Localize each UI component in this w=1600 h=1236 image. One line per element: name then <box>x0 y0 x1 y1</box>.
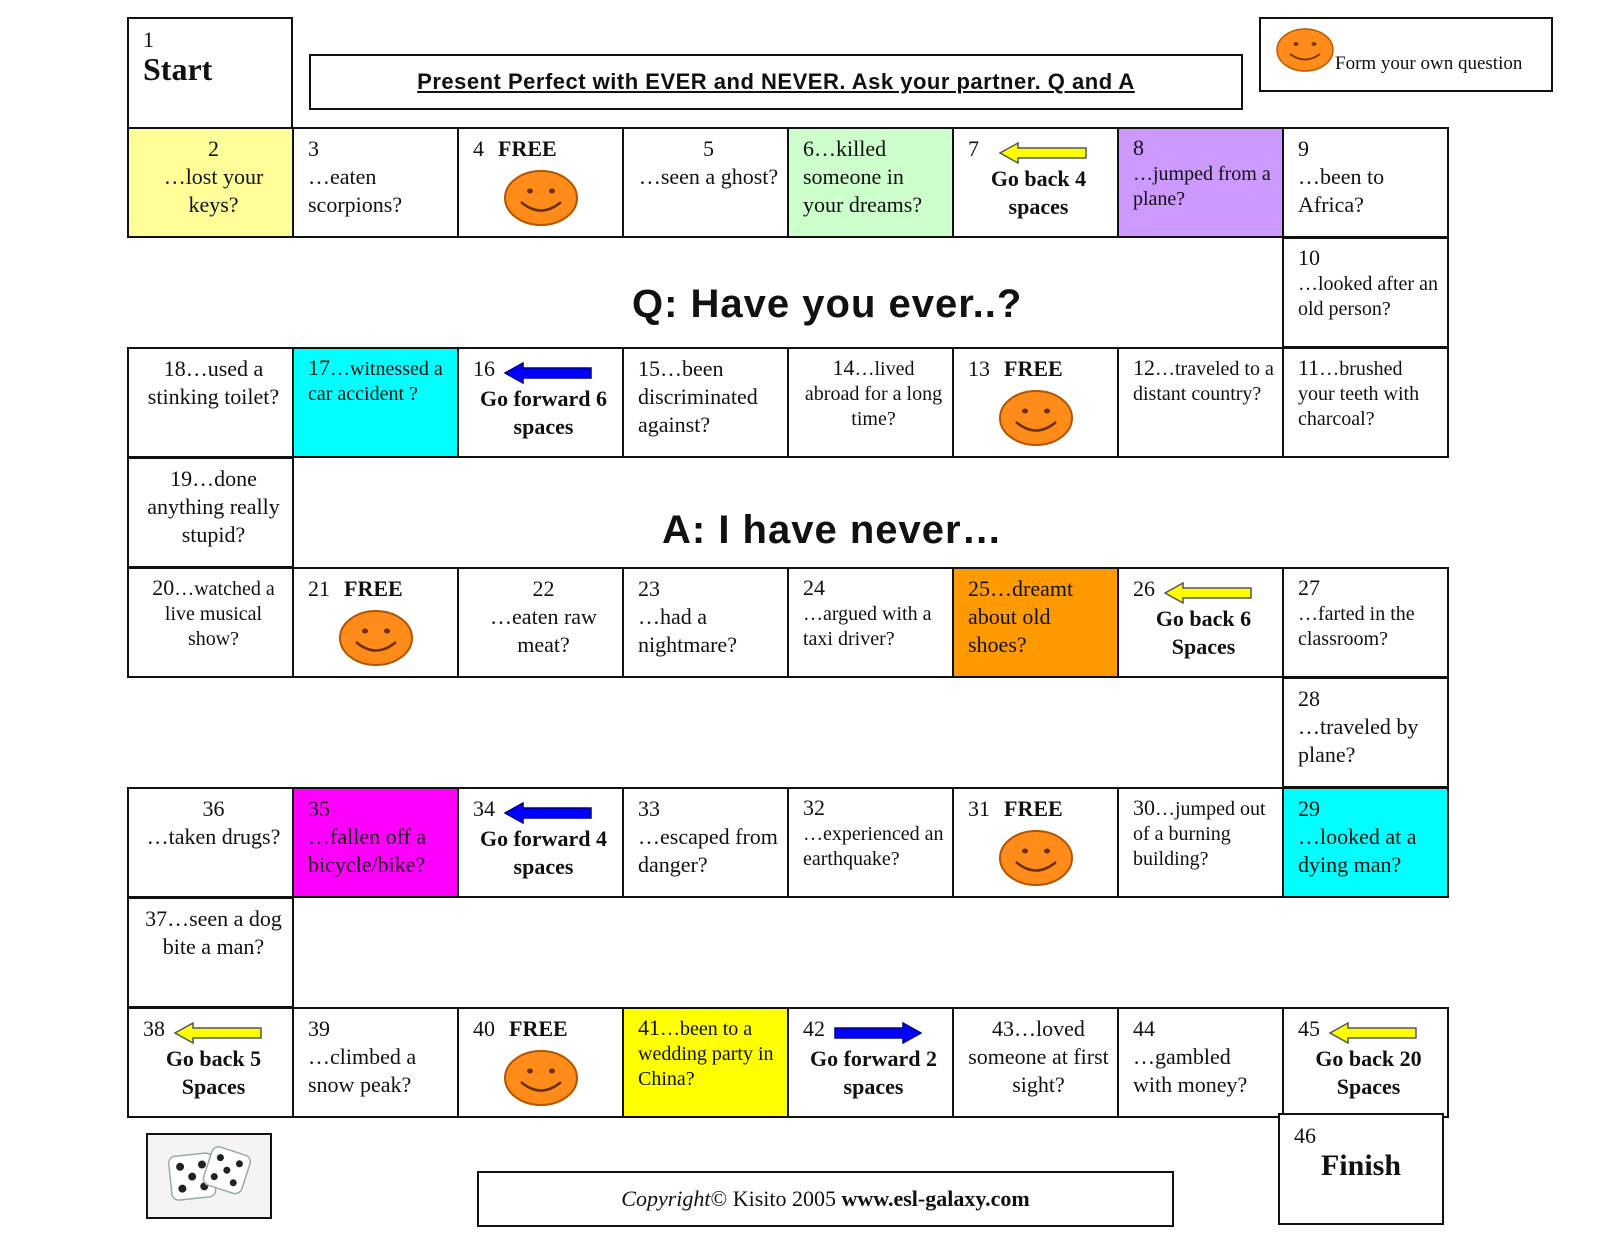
free-smiley <box>503 169 579 229</box>
free-smiley <box>503 1049 579 1109</box>
square-number: 25 <box>968 576 990 601</box>
smiley-icon <box>503 169 579 227</box>
square-number: 12 <box>1133 355 1155 380</box>
square-27 <box>1282 567 1449 678</box>
square-number: 3 <box>308 136 319 161</box>
square-number: 29 <box>1298 796 1320 821</box>
square-6 <box>787 127 954 238</box>
question-text: …eaten scorpions? <box>308 164 403 217</box>
square-number: 18 <box>163 356 186 381</box>
free-label: FREE <box>1004 356 1063 381</box>
square-14 <box>787 347 954 458</box>
square-number: 41 <box>638 1015 660 1040</box>
question-text: …gambled with money? <box>1133 1044 1248 1097</box>
square-3 <box>292 127 459 238</box>
question-text: …been to a wedding party in China? <box>638 1018 774 1090</box>
arrow-left-icon <box>1328 1021 1418 1045</box>
question-text: …jumped out of a burning building? <box>1133 798 1266 870</box>
arrow-left-icon <box>998 141 1088 165</box>
question-text: …lived abroad for a long time? <box>804 358 943 430</box>
copyright-prefix: Copyright <box>621 1186 711 1211</box>
finish-square <box>1278 1113 1444 1225</box>
question-text: …killed someone in your dreams? <box>803 136 923 217</box>
start-number: 1 <box>143 27 154 52</box>
square-number: 7 <box>968 136 979 161</box>
square-17 <box>292 347 459 458</box>
question-text: …witnessed a car accident ? <box>308 358 443 405</box>
question-text: …jumped from a plane? <box>1133 163 1271 210</box>
arrow-left-icon <box>1163 581 1253 605</box>
move-instruction: Go back 20 Spaces <box>1315 1046 1422 1099</box>
smiley-icon <box>1275 27 1335 73</box>
legend-box <box>1259 17 1553 92</box>
square-number: 2 <box>208 136 219 161</box>
square-43 <box>952 1007 1119 1118</box>
square-28 <box>1282 677 1449 788</box>
square-number: 43 <box>992 1016 1015 1041</box>
square-number: 9 <box>1298 136 1309 161</box>
legend-label: Form your own question <box>1335 53 1523 74</box>
start-square <box>127 17 293 129</box>
square-number: 33 <box>638 796 660 821</box>
square-number: 15 <box>638 356 660 381</box>
question-text: …experienced an earthquake? <box>803 823 944 870</box>
square-30 <box>1117 787 1284 898</box>
square-2 <box>127 127 294 238</box>
question-text: …done anything really stupid? <box>147 466 280 547</box>
move-instruction: Go back 6 Spaces <box>1155 606 1252 659</box>
square-10 <box>1282 237 1449 348</box>
question-text: …used a stinking toilet? <box>147 356 280 409</box>
dice-box <box>146 1133 272 1219</box>
question-text: …been discriminated against? <box>638 356 758 437</box>
move-instruction: Go forward 4 spaces <box>479 826 608 879</box>
move-arrow <box>503 361 595 385</box>
square-number: 16 <box>473 356 495 381</box>
dice-icon <box>148 1135 270 1217</box>
square-number: 27 <box>1298 575 1320 600</box>
arrow-left-icon <box>503 361 593 385</box>
square-9 <box>1282 127 1449 238</box>
copyright-box <box>477 1171 1174 1227</box>
question-text: …looked at a dying man? <box>1298 824 1417 877</box>
square-45 <box>1282 1007 1449 1118</box>
square-32 <box>787 787 954 898</box>
finish-label: Finish <box>1320 1149 1402 1182</box>
title-box <box>309 54 1243 110</box>
square-number: 34 <box>473 796 495 821</box>
square-20 <box>127 567 294 678</box>
square-number: 40 <box>473 1016 495 1041</box>
square-40 <box>457 1007 624 1118</box>
question-text: …climbed a snow peak? <box>308 1044 417 1097</box>
question-text: …seen a ghost? <box>638 164 779 189</box>
question-text: …seen a dog bite a man? <box>162 906 282 959</box>
square-33 <box>622 787 789 898</box>
square-number: 8 <box>1133 135 1144 160</box>
answer-heading: A: I have never… <box>662 508 1003 552</box>
square-number: 17 <box>308 355 330 380</box>
square-number: 14 <box>832 355 855 380</box>
move-arrow <box>503 801 595 825</box>
square-22 <box>457 567 624 678</box>
copyright-site[interactable]: www.esl-galaxy.com <box>841 1186 1030 1211</box>
square-number: 22 <box>532 576 555 601</box>
square-number: 6 <box>803 136 814 161</box>
free-smiley <box>998 389 1074 449</box>
arrow-left-icon <box>173 1021 263 1045</box>
square-number: 21 <box>308 576 330 601</box>
square-number: 13 <box>968 356 990 381</box>
free-smiley <box>998 829 1074 889</box>
square-44 <box>1117 1007 1284 1118</box>
smiley-icon <box>998 389 1074 447</box>
square-39 <box>292 1007 459 1118</box>
square-number: 28 <box>1298 686 1320 711</box>
square-number: 39 <box>308 1016 330 1041</box>
page-title: Present Perfect with EVER and NEVER. Ask your partner. Q and A <box>417 69 1135 94</box>
square-36 <box>127 787 294 898</box>
question-text: …dreamt about old shoes? <box>968 576 1074 657</box>
smiley-icon <box>503 1049 579 1107</box>
square-number: 35 <box>308 796 330 821</box>
question-text: …lost your keys? <box>163 164 264 217</box>
square-15 <box>622 347 789 458</box>
question-text: …traveled to a distant country? <box>1133 358 1274 405</box>
square-number: 26 <box>1133 576 1155 601</box>
move-arrow <box>833 1021 925 1045</box>
square-number: 36 <box>202 796 225 821</box>
square-number: 37 <box>145 906 168 931</box>
square-41 <box>622 1007 789 1118</box>
square-18 <box>127 347 294 458</box>
square-26 <box>1117 567 1284 678</box>
square-5 <box>622 127 789 238</box>
square-8 <box>1117 127 1284 238</box>
square-21 <box>292 567 459 678</box>
arrow-right-icon <box>833 1021 923 1045</box>
question-text: …farted in the classroom? <box>1298 603 1415 650</box>
square-number: 38 <box>143 1016 165 1041</box>
square-16 <box>457 347 624 458</box>
square-number: 20 <box>152 575 175 600</box>
question-text: …fallen off a bicycle/bike? <box>308 824 427 877</box>
free-label: FREE <box>509 1016 568 1041</box>
square-23 <box>622 567 789 678</box>
copyright-middle: © Kisito 2005 <box>710 1186 842 1211</box>
smiley-icon <box>998 829 1074 887</box>
question-text: …argued with a taxi driver? <box>803 603 932 650</box>
move-instruction: Go forward 6 spaces <box>479 386 608 439</box>
square-29 <box>1282 787 1449 898</box>
square-number: 11 <box>1298 355 1320 380</box>
square-number: 4 <box>473 136 484 161</box>
square-42 <box>787 1007 954 1118</box>
square-34 <box>457 787 624 898</box>
move-instruction: Go back 5 Spaces <box>165 1046 262 1099</box>
square-12 <box>1117 347 1284 458</box>
question-text: …brushed your teeth with charcoal? <box>1298 358 1420 430</box>
square-38 <box>127 1007 294 1118</box>
move-instruction: Go forward 2 spaces <box>809 1046 938 1099</box>
free-label: FREE <box>344 576 403 601</box>
square-number: 19 <box>170 466 193 491</box>
square-35 <box>292 787 459 898</box>
free-smiley <box>338 609 414 669</box>
square-7 <box>952 127 1119 238</box>
smiley-icon <box>338 609 414 667</box>
question-text: …watched a live musical show? <box>164 578 275 650</box>
square-number: 44 <box>1133 1016 1155 1041</box>
square-25 <box>952 567 1119 678</box>
move-arrow <box>998 141 1090 165</box>
square-number: 24 <box>803 575 825 600</box>
square-4 <box>457 127 624 238</box>
square-number: 42 <box>803 1016 825 1041</box>
question-text: …had a nightmare? <box>638 604 737 657</box>
finish-number: 46 <box>1294 1123 1316 1148</box>
square-24 <box>787 567 954 678</box>
square-11 <box>1282 347 1449 458</box>
square-number: 23 <box>638 576 660 601</box>
question-heading: Q: Have you ever..? <box>632 282 1023 326</box>
move-instruction: Go back 4 spaces <box>990 166 1087 219</box>
question-text: …looked after an old person? <box>1298 273 1438 320</box>
move-arrow <box>1328 1021 1420 1045</box>
move-arrow <box>173 1021 265 1045</box>
square-number: 31 <box>968 796 990 821</box>
free-label: FREE <box>498 136 557 161</box>
square-19 <box>127 457 294 568</box>
question-text: …escaped from danger? <box>638 824 778 877</box>
square-number: 10 <box>1298 245 1320 270</box>
question-text: …taken drugs? <box>146 824 281 849</box>
square-13 <box>952 347 1119 458</box>
square-number: 45 <box>1298 1016 1320 1041</box>
start-label: Start <box>143 51 213 87</box>
move-arrow <box>1163 581 1255 605</box>
square-number: 32 <box>803 795 825 820</box>
square-number: 5 <box>703 136 714 161</box>
question-text: …loved someone at first sight? <box>968 1016 1109 1097</box>
question-text: …eaten raw meat? <box>490 604 597 657</box>
arrow-left-icon <box>503 801 593 825</box>
free-label: FREE <box>1004 796 1063 821</box>
square-31 <box>952 787 1119 898</box>
question-text: …traveled by plane? <box>1298 714 1419 767</box>
square-37 <box>127 897 294 1008</box>
question-text: …been to Africa? <box>1298 164 1385 217</box>
square-number: 30 <box>1133 795 1155 820</box>
